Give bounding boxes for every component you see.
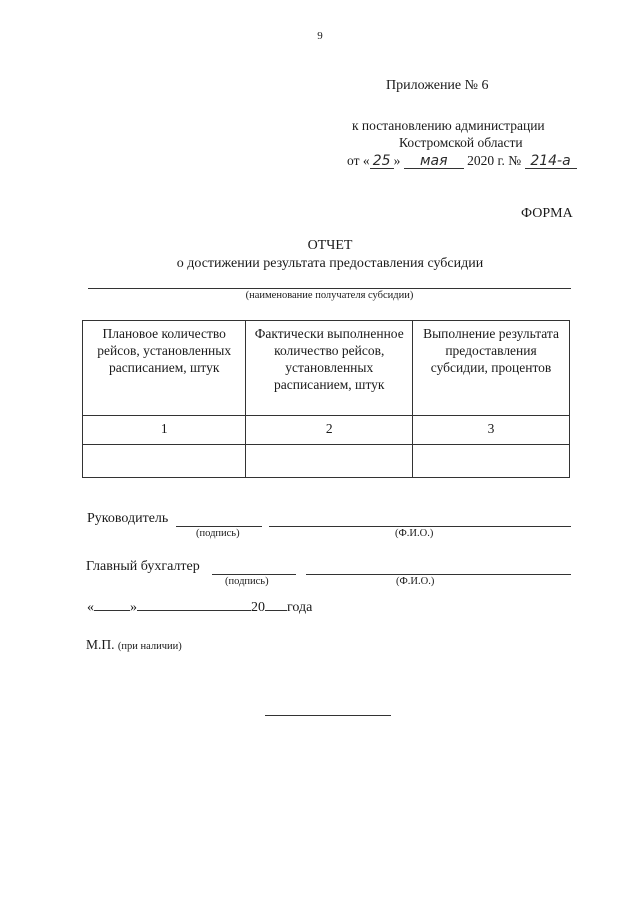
table-cell: [83, 445, 246, 478]
accountant-signature-line: [212, 574, 296, 575]
table-header-row: [83, 321, 570, 416]
column-number: 3: [413, 416, 570, 445]
appendix-label: Приложение № 6: [386, 78, 489, 93]
head-label: Руководитель: [87, 511, 169, 526]
decree-line-1: к постановлению администрации: [352, 118, 545, 133]
head-signature-line: [176, 526, 262, 527]
date-close-quote: »: [130, 600, 137, 615]
chief-accountant-label: Главный бухгалтер: [86, 559, 200, 574]
decree-line-2: Костромской области: [399, 135, 523, 150]
accountant-name-caption: (Ф.И.О.): [396, 576, 435, 587]
table-cell: [413, 445, 570, 478]
recipient-caption: (наименование получателя субсидии): [245, 290, 414, 301]
date-open-quote: «: [87, 600, 94, 615]
stamp-note: (при наличии): [117, 641, 182, 652]
decree-date-number: [347, 153, 577, 169]
column-number: 1: [83, 416, 246, 445]
stamp-place: [86, 637, 182, 653]
header-actual-trips: Фактически выполненное количество рейсов, установленных расписанием, штук: [246, 321, 413, 416]
head-signature-caption: (подпись): [196, 528, 240, 539]
report-table: [82, 320, 570, 478]
decree-prefix: от «: [347, 153, 370, 168]
decree-year: 2020 г. №: [467, 153, 522, 168]
separator-line: [265, 715, 391, 716]
header-result-percent: Выполнение результата предоставления субсидии, процентов: [413, 321, 570, 416]
stamp-label: М.П.: [86, 637, 115, 652]
accountant-name-line: [306, 574, 571, 575]
table-data-row: [83, 445, 570, 478]
date-line: [87, 600, 312, 616]
date-year-prefix: 20: [251, 600, 265, 615]
page-number: 9: [317, 30, 323, 42]
head-name-line: [269, 526, 571, 527]
column-number: 2: [246, 416, 413, 445]
recipient-name-line: [88, 288, 571, 289]
form-label: ФОРМА: [521, 206, 573, 221]
decree-month: мая: [404, 154, 464, 169]
header-planned-trips: Плановое количество рейсов, установленных расписанием, штук: [83, 321, 246, 416]
accountant-signature-caption: (подпись): [225, 576, 269, 587]
table-number-row: [83, 416, 570, 445]
head-name-caption: (Ф.И.О.): [395, 528, 434, 539]
table-cell: [246, 445, 413, 478]
date-year-suffix: года: [287, 600, 313, 615]
report-subtitle: о достижении результата предоставления субсидии: [176, 256, 484, 271]
report-title: ОТЧЕТ: [307, 238, 353, 253]
decree-mid: »: [393, 153, 401, 168]
decree-number: 214-а: [525, 154, 577, 169]
decree-day: 25: [370, 154, 394, 169]
